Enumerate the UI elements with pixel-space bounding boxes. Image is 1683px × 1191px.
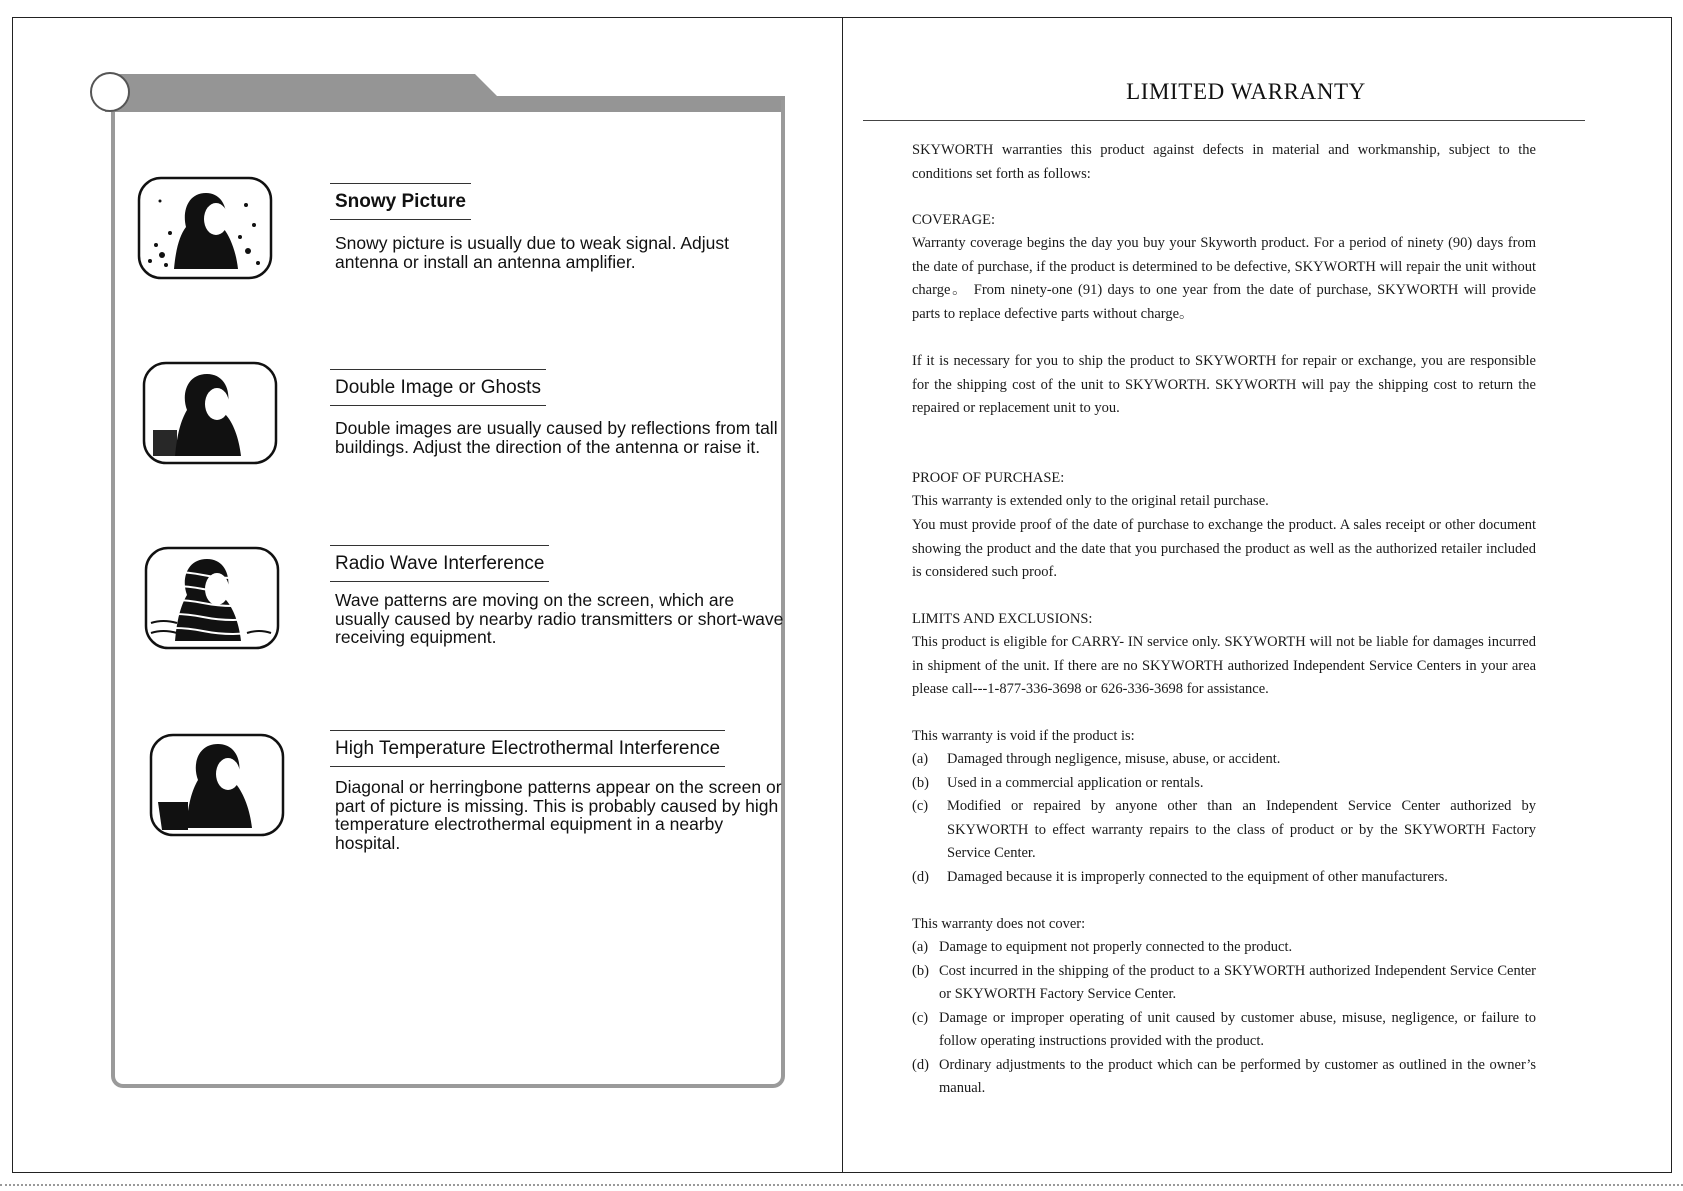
page-spine bbox=[842, 17, 843, 1173]
radio-wave-tv-image bbox=[143, 545, 281, 651]
cut-line bbox=[0, 1184, 1683, 1187]
double-image-description: Double images are usually caused by reflections from tall buildings. Adjust the direction of the antenna or raise it. bbox=[335, 418, 778, 457]
notcover-intro: This warranty does not cover: bbox=[912, 916, 1086, 932]
coverage-heading: COVERAGE: bbox=[912, 212, 995, 228]
proof-line-1: This warranty is extended only to the original retail purchase. bbox=[912, 493, 1269, 509]
electrothermal-title: High Temperature Electrothermal Interference bbox=[330, 730, 725, 767]
intro-paragraph: SKYWORTH warranties this product against defects in material and workmanship, subject to the conditions set forth as follows: bbox=[912, 142, 1536, 182]
notcover-list bbox=[912, 936, 1536, 1101]
list-item: (a) Damage to equipment not properly connected to the product. bbox=[912, 939, 1293, 955]
electrothermal-description: Diagonal or herringbone patterns appear on the screen or part of picture is missing. This is probably caused by high temperature electrothermal equipment in a nearby hospital. bbox=[335, 777, 782, 853]
limits-heading: LIMITS AND EXCLUSIONS: bbox=[912, 611, 1093, 627]
list-item: (a) Damaged through negligence, misuse, abuse, or accident. bbox=[912, 751, 1281, 767]
snowy-picture-title: Snowy Picture bbox=[330, 183, 471, 220]
list-item: (d) Ordinary adjustments to the product which can be performed by customer as outlined in the owner’s manual. bbox=[912, 1056, 1536, 1096]
title-divider bbox=[863, 120, 1585, 121]
shipping-paragraph: If it is necessary for you to ship the product to SKYWORTH for repair or exchange, you are responsible for the shipping cost of the unit to SKYWORTH. SKYWORTH will pay the shipping cost to return the repaired or replacement unit to you. bbox=[912, 353, 1536, 416]
snowy-picture-description: Snowy picture is usually due to weak signal. Adjust antenna or install an antenna amplifier. bbox=[335, 233, 729, 272]
page-title: LIMITED WARRANTY bbox=[1126, 79, 1366, 104]
proof-paragraph: You must provide proof of the date of purchase to exchange the product. A sales receipt or other document showing the product and the date that you purchased the product as well as the authorized retailer included is considered such proof. bbox=[912, 517, 1536, 580]
proof-heading: PROOF OF PURCHASE: bbox=[912, 470, 1065, 486]
void-intro: This warranty is void if the product is: bbox=[912, 728, 1135, 744]
double-image-title: Double Image or Ghosts bbox=[330, 369, 546, 406]
radio-wave-description: Wave patterns are moving on the screen, which are usually caused by nearby radio transmitters or short-wave receiving equipment. bbox=[335, 590, 784, 647]
double-image-tv-image bbox=[141, 360, 279, 466]
section-number-circle bbox=[90, 72, 130, 112]
limits-paragraph: This product is eligible for CARRY- IN service only. SKYWORTH will not be liable for damages incurred in shipment of the unit. If there are no SKYWORTH authorized Independent Service Centers in your area please call---1-877-336-3698 or 626-336-3698 for assistance. bbox=[912, 634, 1536, 697]
radio-wave-title: Radio Wave Interference bbox=[330, 545, 549, 582]
list-item: (b) Cost incurred in the shipping of the product to a SKYWORTH authorized Independent Service Center or SKYWORTH Factory Service Center. bbox=[912, 962, 1536, 1002]
coverage-paragraph: Warranty coverage begins the day you buy your Skyworth product. For a period of ninety (90) days from the date of purchase, if the product is determined to be defective, SKYWORTH will repair the unit without charge。 From ninety-one (91) days to one year from the date of purchase, SKYWORTH will provide parts to replace defective parts without charge。 bbox=[912, 235, 1536, 322]
list-item: (b) Used in a commercial application or rentals. bbox=[912, 774, 1204, 791]
list-item: (c) Modified or repaired by anyone other than an Independent Service Center authorized by SKYWORTH to effect warranty repairs to the class of product or by the SKYWORTH Factory Service Center. bbox=[912, 798, 1536, 861]
electrothermal-tv-image bbox=[148, 732, 286, 838]
snowy-picture-tv-image bbox=[136, 175, 274, 281]
list-item: (c) Damage or improper operating of unit caused by customer abuse, misuse, negligence, or failure to follow operating instructions provided with the product. bbox=[912, 1009, 1536, 1049]
list-item: (d) Damaged because it is improperly connected to the equipment of other manufacturers. bbox=[912, 868, 1448, 885]
void-list bbox=[912, 748, 1536, 889]
